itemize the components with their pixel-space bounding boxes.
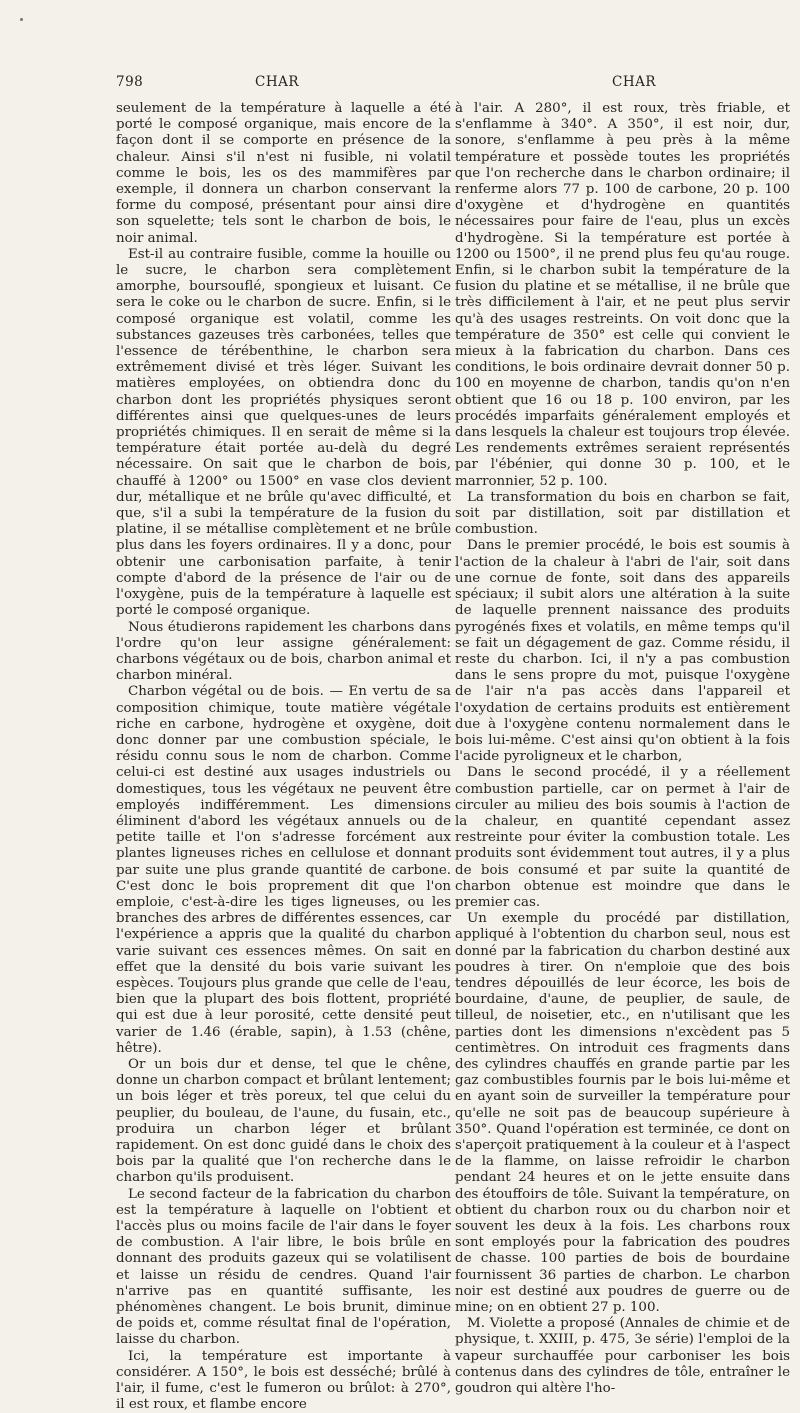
running-head-left: CHAR — [255, 74, 300, 90]
paragraph: Dans le second procédé, il y a réellement combustion partielle, car on permet à l'air de circuler au milieu des bois soumis à l'action de la chaleur, en quantité cependant assez restreinte pour éviter la combustion totale. Les produits sont évidemment tout autres, il y a plus de bois consumé et par suite la quantité de charbon obtenue est moindre que dans le premier cas. — [455, 765, 790, 910]
scan-speck — [20, 18, 23, 21]
paragraph: Charbon végétal ou de bois. — En vertu de sa composition chimique, toute matière végétale riche en carbone, hydrogène et oxygène, doit donc donner par une combustion spéciale, le résidu connu sous le nom de charbon. Comme celui-ci est destiné aux usages industriels ou domestiques, tous les végétaux ne peuvent être employés indifféremment. Les dimensions éliminent d'abord les végétaux annuels ou de petite taille et l'on s'adresse forcément aux plantes ligneuses riches en cellulose et donnant par suite une plus grande quantité de carbone. C'est donc le bois proprement dit que l'on emploie, c'est-à-dire les tiges ligneuses, ou les branches des arbres de différentes essences, car l'expérience a appris que la qualité du charbon varie suivant ces essences mêmes. On sait en effet que la densité du bois varie suivant les espèces. Toujours plus grande que celle de l'eau, bien que la plupart des bois flottent, propriété qui est due à leur porosité, cette densité peut varier de 1.46 (érable, sapin), à 1.53 (chêne, hêtre). — [116, 684, 451, 1056]
paragraph: La transformation du bois en charbon se fait, soit par distillation, soit par distillation et combustion. — [455, 489, 790, 538]
paragraph: Nous étudierons rapidement les charbons dans l'ordre qu'on leur assigne généralement: charbons végétaux ou de bois, charbon animal et charbon minéral. — [116, 619, 451, 684]
page-number: 798 — [116, 74, 144, 90]
right-column — [455, 101, 790, 1397]
paragraph: à l'air. A 280°, il est roux, très friable, et s'enflamme à 340°. A 350°, il est noir, dur, sonore, s'enflamme à peu près à la même température et possède toutes les propriétés que l'on recherche dans le charbon ordinaire; il renferme alors 77 p. 100 de carbone, 20 p. 100 d'oxygène et d'hydrogène en quantités nécessaires pour faire de l'eau, plus un excès d'hydrogène. Si la température est portée à 1200 ou 1500°, il ne prend plus feu qu'au rouge. Enfin, si le charbon subit la température de la fusion du platine et se métallise, il ne brûle que très difficilement à l'air, et ne peut plus servir qu'à des usages restreints. On voit donc que la température de 350° est celle qui convient le mieux à la fabrication du charbon. Dans ces conditions, le bois ordinaire devrait donner 50 p. 100 en moyenne de charbon, tandis qu'on n'en obtient que 16 ou 18 p. 100 environ, par les procédés imparfaits généralement employés et dans lesquels la chaleur est toujours trop élevée. Les rendements extrêmes seraient représentés par l'ébénier, qui donne 30 p. 100, et le marronnier, 52 p. 100. — [455, 101, 790, 489]
left-column — [116, 101, 451, 1413]
paragraph: Est-il au contraire fusible, comme la houille ou le sucre, le charbon sera complètement amorphe, boursouflé, spongieux et luisant. Ce sera le coke ou le charbon de sucre. Enfin, si le composé organique est volatil, comme les substances gazeuses très carbonées, telles que l'essence de térébenthine, le charbon sera extrêmement divisé et très léger. Suivant les matières employées, on obtiendra donc du charbon dont les propriétés physiques seront différentes ainsi que quelques-unes de leurs propriétés chimiques. Il en serait de même si la température était portée au-delà du degré nécessaire. On sait que le charbon de bois, chauffé à 1200° ou 1500° en vase clos devient dur, métallique et ne brûle qu'avec difficulté, et que, s'il a subi la température de la fusion du platine, il se métallise complètement et ne brûle plus dans les foyers ordinaires. Il y a donc, pour obtenir une carbonisation parfaite, à tenir compte d'abord de la présence de l'air ou de l'oxygène, puis de la température à laquelle est porté le composé organique. — [116, 246, 451, 619]
paragraph: Ici, la température est importante à considérer. A 150°, le bois est desséché; brûlé à l'air, il fume, c'est le fumeron ou brûlot: à 270°, il est roux, et flambe encore — [116, 1348, 451, 1413]
paragraph: Un exemple du procédé par distillation, appliqué à l'obtention du charbon seul, nous est donné par la fabrication du charbon destiné aux poudres à tirer. On n'emploie que des bois tendres dépouillés de leur écorce, les bois de bourdaine, d'aune, de peuplier, de saule, de tilleul, de noisetier, etc., en n'utilisant que les parties dont les dimensions n'excèdent pas 5 centimètres. On introduit ces fragments dans des cylindres chauffés en grande partie par les gaz combustibles fournis par le bois lui-même et en ayant soin de surveiller la température pour qu'elle ne soit pas de beaucoup supérieure à 350°. Quand l'opération est terminée, ce dont on s'aperçoit pratiquement à la couleur et à l'aspect de la flamme, on laisse refroidir le charbon pendant 24 heures et on le jette ensuite dans des étouffoirs de tôle. Suivant la température, on obtient du charbon roux ou du charbon noir et souvent les deux à la fois. Les charbons roux sont employés pour la fabrication des poudres de chasse. 100 parties de bois de bourdaine fournissent 36 parties de charbon. Le charbon noir est destiné aux poudres de guerre ou de mine; on en obtient 27 p. 100. — [455, 911, 790, 1316]
running-head-right: CHAR — [612, 74, 657, 90]
paragraph: Dans le premier procédé, le bois est soumis à l'action de la chaleur à l'abri de l'air, soit dans une cornue de fonte, soit dans des appareils spéciaux; il subit alors une altération à la suite de laquelle prennent naissance des produits pyrogénés fixes et volatils, en même temps qu'il se fait un dégagement de gaz. Comme résidu, il reste du charbon. Ici, il n'y a pas combustion dans le sens propre du mot, puisque l'oxygène de l'air n'a pas accès dans l'appareil et l'oxydation de certains produits est entièrement due à l'oxygène contenu normalement dans le bois lui-même. C'est ainsi qu'on obtient à la fois l'acide pyroligneux et le charbon, — [455, 538, 790, 765]
paragraph: Or un bois dur et dense, tel que le chêne, donne un charbon compact et brûlant lentement; un bois léger et très poreux, tel que celui du peuplier, du bouleau, de l'aune, du fusain, etc., produira un charbon léger et brûlant rapidement. On est donc guidé dans le choix des bois par la qualité que l'on recherche dans le charbon qu'ils produisent. — [116, 1056, 451, 1186]
paragraph: M. Violette a proposé (Annales de chimie et de physique, t. XXIII, p. 475, 3e série) l'emploi de la vapeur surchauffée pour carboniser les bois contenus dans des cylindres de tôle, entraîner le goudron qui altère l'ho- — [455, 1316, 790, 1397]
paragraph: seulement de la température à laquelle a été porté le composé organique, mais encore de la façon dont il se comporte en présence de la chaleur. Ainsi s'il n'est ni fusible, ni volatil comme le bois, les os des mammifères par exemple, il donnera un charbon conservant la forme du composé, présentant pour ainsi dire son squelette; tels sont le charbon de bois, le noir animal. — [116, 101, 451, 246]
paragraph: Le second facteur de la fabrication du charbon est la température à laquelle on l'obtient et l'accès plus ou moins facile de l'air dans le foyer de combustion. A l'air libre, le bois brûle en donnant des produits gazeux qui se volatilisent et laisse un résidu de cendres. Quand l'air n'arrive pas en quantité suffisante, les phénomènes changent. Le bois brunit, diminue de poids et, comme résultat final de l'opération, laisse du charbon. — [116, 1186, 451, 1348]
